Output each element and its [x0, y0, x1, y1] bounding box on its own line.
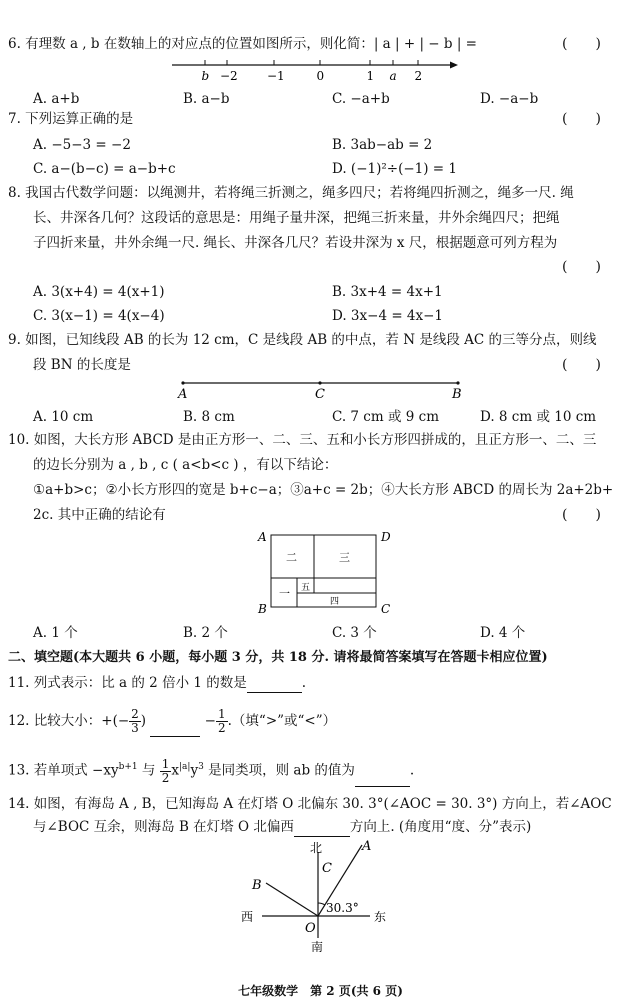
point-b-label: B: [452, 387, 462, 402]
region-square-three: 三: [339, 551, 350, 564]
q12-fraction-two-thirds: $\frac{2}{3}$: [131, 707, 139, 735]
q10-answer-bracket: ( ): [562, 507, 601, 523]
q10-line-4: 2c. 其中正确的结论有: [33, 507, 166, 523]
q7-option-d: D. (−1)²÷(−1) = 1: [332, 161, 458, 177]
q10-line-1: 10. 如图，大长方形 ABCD 是由正方形一、二、三、五和小长方形四拼成的，且正方形一、二、三: [8, 432, 597, 448]
q9-line-1: 9. 如图，已知线段 AB 的长为 12 cm，C 是线段 AB 的中点，若 N 是线段 AC 的三等分点，则线: [8, 332, 597, 348]
corner-d: D: [381, 530, 391, 544]
q7-answer-bracket: ( ): [562, 111, 601, 127]
q6-stem: 6. 有理数 a , b 在数轴上的对应点的位置如图所示，则化简：| a | + | − b | =: [8, 36, 477, 52]
q10-option-c: C. 3 个: [332, 625, 377, 641]
q9-option-b: B. 8 cm: [183, 409, 235, 425]
label-angle-30-3: 30.3°: [326, 901, 359, 915]
label-north: 北: [310, 841, 323, 855]
q9-option-d: D. 8 cm 或 10 cm: [480, 409, 597, 425]
tick-0-label: 0: [316, 69, 325, 83]
q13-prefix: 13. 若单项式 −xy: [8, 762, 119, 779]
q10-option-b: B. 2 个: [183, 625, 228, 641]
q13-suffix: 是同类项，则 ab 的值为: [203, 762, 355, 779]
q8-line-3: 子四折来量，井外余绳一尺. 绳长、井深各几尺？若设井深为 x 尺，根据题意可列方程为: [33, 235, 558, 251]
region-rect-four: 四: [330, 597, 340, 607]
region-square-one: 一: [279, 587, 290, 600]
q12-close-paren: ): [140, 713, 147, 729]
q10-option-d: D. 4 个: [480, 625, 526, 641]
q12-prefix: 12. 比较大小：+(−: [8, 713, 130, 729]
label-a: A: [362, 839, 372, 854]
region-square-five: 五: [301, 583, 311, 593]
corner-b: B: [258, 602, 267, 616]
page-footer: 七年级数学 第 2 页(共 6 页): [238, 984, 403, 998]
q13-y: y: [190, 762, 199, 779]
q13-end: .: [409, 762, 415, 779]
q11-end: .: [301, 675, 307, 691]
label-south: 南: [311, 940, 324, 954]
label-west: 西: [241, 910, 254, 924]
label-b: B: [252, 878, 262, 893]
tick-2-label: 2: [414, 69, 423, 83]
q7-option-c: C. a−(b−c) = a−b+c: [33, 161, 176, 177]
q8-option-c: C. 3(x−1) = 4(x−4): [33, 308, 165, 324]
tick-b-label: b: [201, 69, 210, 83]
point-c-label: C: [315, 387, 325, 402]
q12-suffix: .（填“>”或“<”）: [227, 713, 337, 729]
q12-fraction-one-half: $\frac{1}{2}$: [217, 707, 226, 735]
label-east: 东: [374, 910, 387, 924]
q6-option-b: B. a−b: [183, 91, 230, 107]
corner-c: C: [381, 602, 391, 616]
tick-1-label: 1: [366, 69, 375, 83]
q12-minus: −: [204, 713, 216, 729]
q8-answer-bracket: ( ): [562, 259, 601, 275]
q13-fraction-one-half: $\frac{1}{2}$: [161, 756, 170, 785]
q13-x: x: [171, 762, 179, 779]
q6-answer-bracket: ( ): [562, 36, 601, 52]
q6-option-a: A. a+b: [33, 91, 80, 107]
q11-text: 11. 列式表示：比 a 的 2 倍小 1 的数是: [8, 675, 247, 691]
tick-a-label: a: [389, 69, 397, 83]
corner-a: A: [258, 530, 267, 544]
q13-exp-b-plus-1: b+1: [118, 762, 138, 772]
q8-option-d: D. 3x−4 = 4x−1: [332, 308, 444, 324]
q9-answer-bracket: ( ): [562, 357, 601, 373]
q9-line-2: 段 BN 的长度是: [33, 357, 131, 373]
region-square-two: 二: [286, 551, 297, 564]
q8-option-a: A. 3(x+4) = 4(x+1): [33, 284, 165, 300]
q9-option-a: A. 10 cm: [33, 409, 94, 425]
q13-exp-abs-a: |a|: [179, 762, 191, 772]
q8-option-b: B. 3x+4 = 4x+1: [332, 284, 443, 300]
q10-line-3: ①a+b>c；②小长方形四的宽是 b+c−a；③a+c = 2b；④大长方形 ABCD 的周长为 2a+2b+: [33, 482, 614, 498]
q8-line-2: 长、井深各几何？这段话的意思是：用绳子量井深，把绳三折来量，井外余绳四尺；把绳: [33, 210, 560, 226]
q6-option-c: C. −a+b: [332, 91, 390, 107]
angle-arc: [318, 903, 325, 905]
tick-neg1-label: −1: [267, 69, 285, 83]
label-o: O: [305, 921, 316, 936]
q9-option-c: C. 7 cm 或 9 cm: [332, 409, 439, 425]
point-a-label: A: [178, 387, 188, 402]
ray-ob: [266, 883, 318, 916]
q14-line-1: 14. 如图，有海岛 A , B，已知海岛 A 在灯塔 O 北偏东 30. 3°(∠AOC = 30. 3°) 方向上，若∠AOC: [8, 796, 612, 812]
q7-stem: 7. 下列运算正确的是: [8, 111, 134, 127]
label-c: C: [322, 861, 332, 876]
q13-mid: 与: [137, 762, 160, 779]
q8-line-1: 8. 我国古代数学问题：以绳测井，若将绳三折测之，绳多四尺；若将绳四折测之，绳多一尺. 绳: [8, 185, 574, 201]
q14-line-2: 与∠BOC 互余，则海岛 B 在灯塔 O 北偏西 方向上. (角度用“度、分”表示): [33, 819, 532, 835]
q13-exp-3: 3: [198, 762, 204, 772]
q10-option-a: A. 1 个: [33, 625, 78, 641]
section2-title: 二、填空题(本大题共 6 小题，每小题 3 分，共 18 分. 请将最简答案填写在答题卡相应位置): [8, 650, 548, 665]
q7-option-b: B. 3ab−ab = 2: [332, 137, 433, 153]
q10-line-2: 的边长分别为 a , b , c ( a<b<c ) ，有以下结论：: [33, 457, 338, 473]
q7-option-a: A. −5−3 = −2: [33, 137, 131, 153]
q6-option-d: D. −a−b: [480, 91, 539, 107]
tick-neg2-label: −2: [220, 69, 238, 83]
